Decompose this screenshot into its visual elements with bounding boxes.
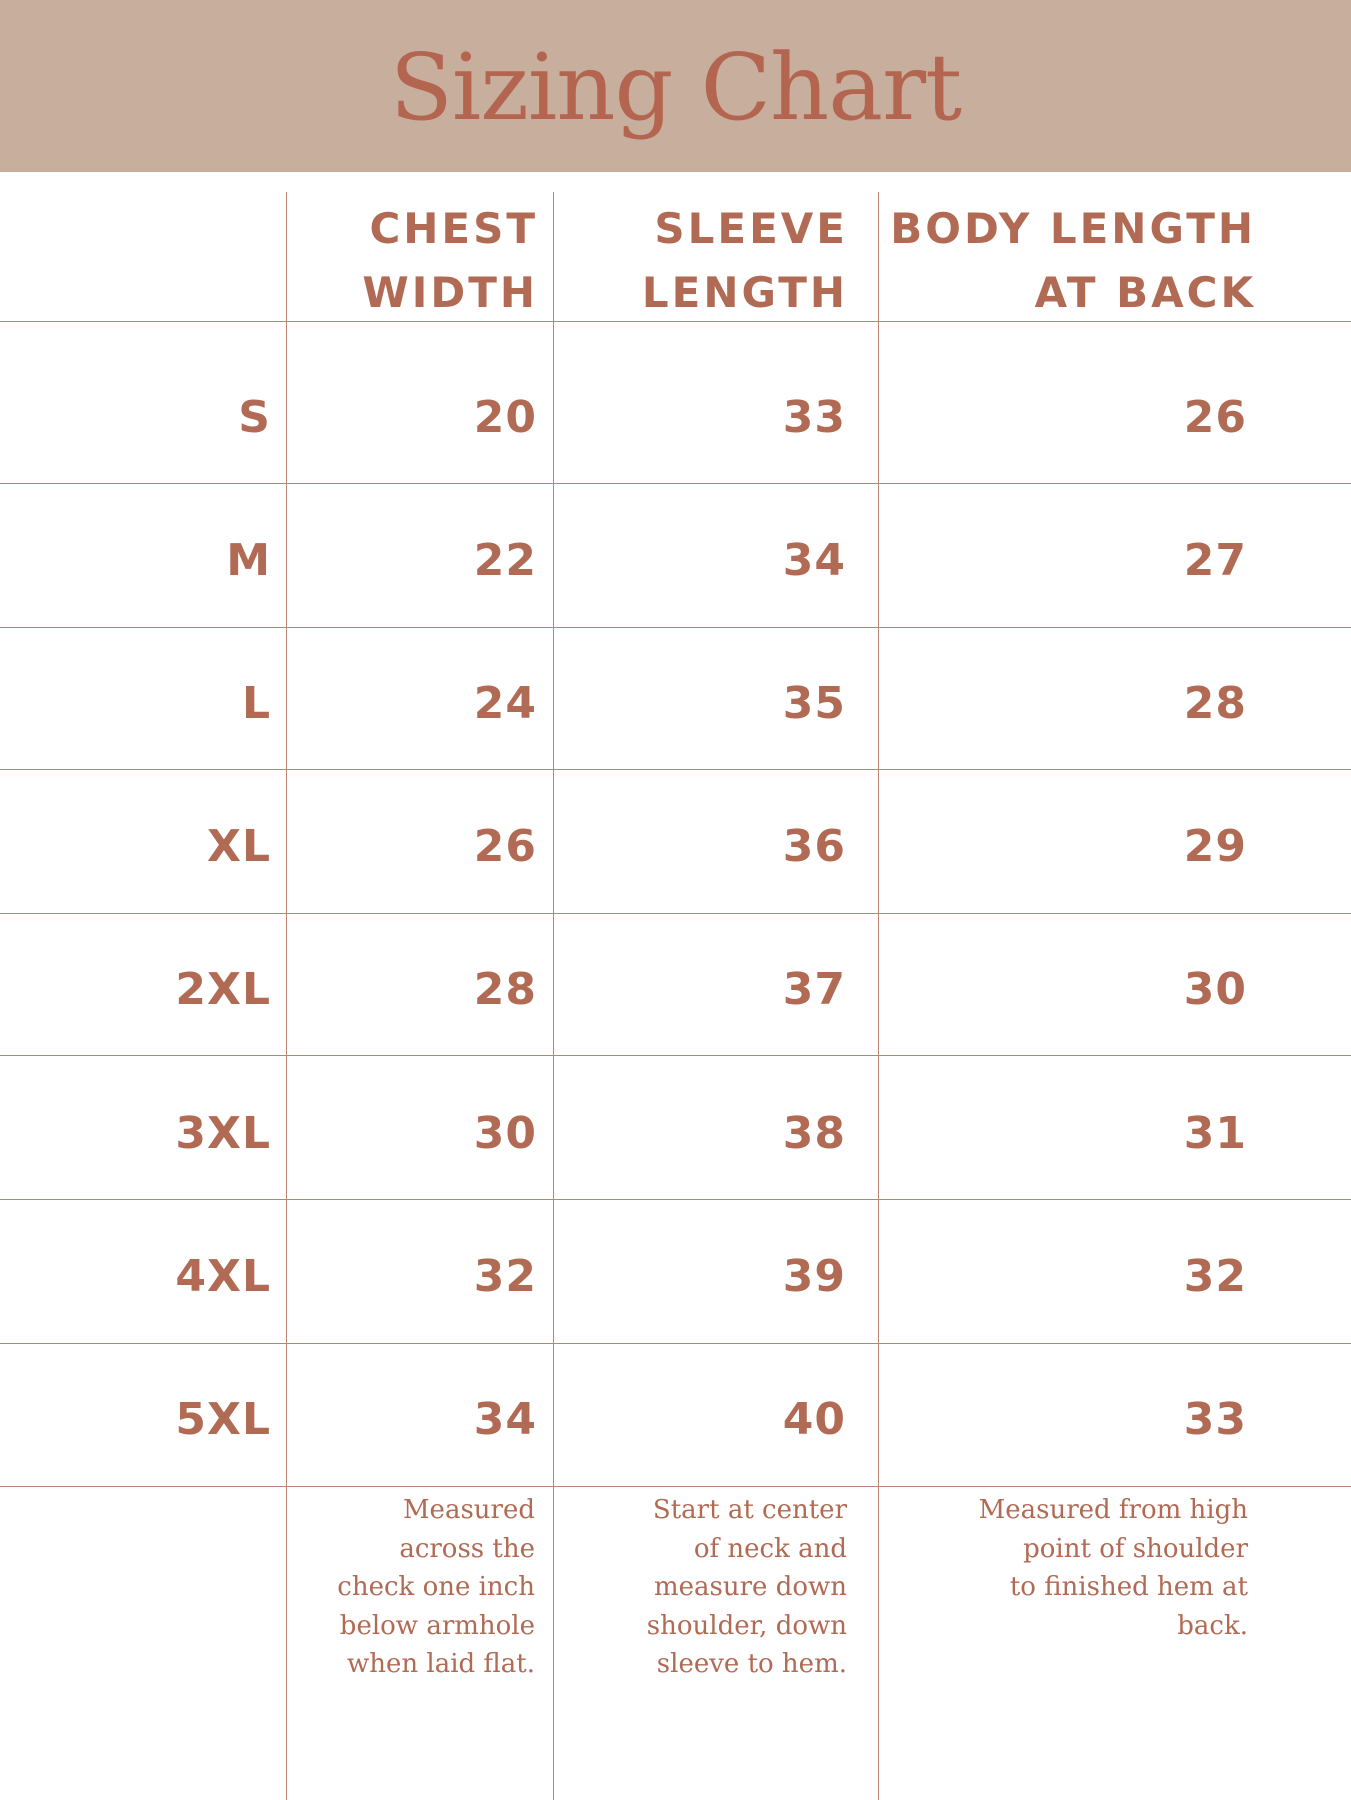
body-length-cell: 26: [1183, 392, 1247, 443]
sleeve-length-cell: 38: [782, 1108, 846, 1159]
size-cell: XL: [207, 821, 271, 872]
body-length-cell: 31: [1183, 1108, 1247, 1159]
size-cell: 4XL: [175, 1251, 271, 1302]
page-title: Sizing Chart: [389, 34, 962, 141]
note-chest-width: Measured across the check one inch below armhole when laid flat.: [337, 1495, 535, 1679]
chest-width-cell: 32: [473, 1251, 537, 1302]
chest-width-cell: 28: [473, 964, 537, 1015]
column-divider: [553, 192, 554, 1800]
row-divider: [0, 483, 1351, 484]
header-body-length-at-back: BODY LENGTH AT BACK: [890, 204, 1256, 317]
row-divider: [0, 1486, 1351, 1487]
chest-width-cell: 34: [473, 1394, 537, 1445]
row-divider: [0, 913, 1351, 914]
chest-width-cell: 30: [473, 1108, 537, 1159]
row-divider: [0, 321, 1351, 322]
size-cell: 3XL: [175, 1108, 271, 1159]
size-cell: S: [238, 392, 271, 443]
header-chest-width: CHEST WIDTH: [362, 204, 538, 317]
chest-width-cell: 22: [473, 535, 537, 586]
body-length-cell: 32: [1183, 1251, 1247, 1302]
row-divider: [0, 1343, 1351, 1344]
size-cell: L: [241, 678, 271, 729]
body-length-cell: 30: [1183, 964, 1247, 1015]
row-divider: [0, 1055, 1351, 1056]
sleeve-length-cell: 33: [782, 392, 846, 443]
body-length-cell: 28: [1183, 678, 1247, 729]
size-cell: M: [226, 535, 271, 586]
header-sleeve-length: SLEEVE LENGTH: [641, 204, 848, 317]
sleeve-length-cell: 40: [782, 1394, 846, 1445]
column-divider: [286, 192, 287, 1800]
sleeve-length-cell: 34: [782, 535, 846, 586]
size-cell: 5XL: [175, 1394, 271, 1445]
sleeve-length-cell: 35: [782, 678, 846, 729]
size-cell: 2XL: [175, 964, 271, 1015]
row-divider: [0, 769, 1351, 770]
note-body-length: Measured from high point of shoulder to finished hem at back.: [978, 1495, 1248, 1641]
body-length-cell: 29: [1183, 821, 1247, 872]
row-divider: [0, 1199, 1351, 1200]
sleeve-length-cell: 36: [782, 821, 846, 872]
body-length-cell: 33: [1183, 1394, 1247, 1445]
column-divider: [878, 192, 879, 1800]
chest-width-cell: 20: [473, 392, 537, 443]
chest-width-cell: 26: [473, 821, 537, 872]
sleeve-length-cell: 37: [782, 964, 846, 1015]
sleeve-length-cell: 39: [782, 1251, 846, 1302]
note-sleeve-length: Start at center of neck and measure down shoulder, down sleeve to hem.: [646, 1495, 847, 1679]
row-divider: [0, 627, 1351, 628]
body-length-cell: 27: [1183, 535, 1247, 586]
chest-width-cell: 24: [473, 678, 537, 729]
